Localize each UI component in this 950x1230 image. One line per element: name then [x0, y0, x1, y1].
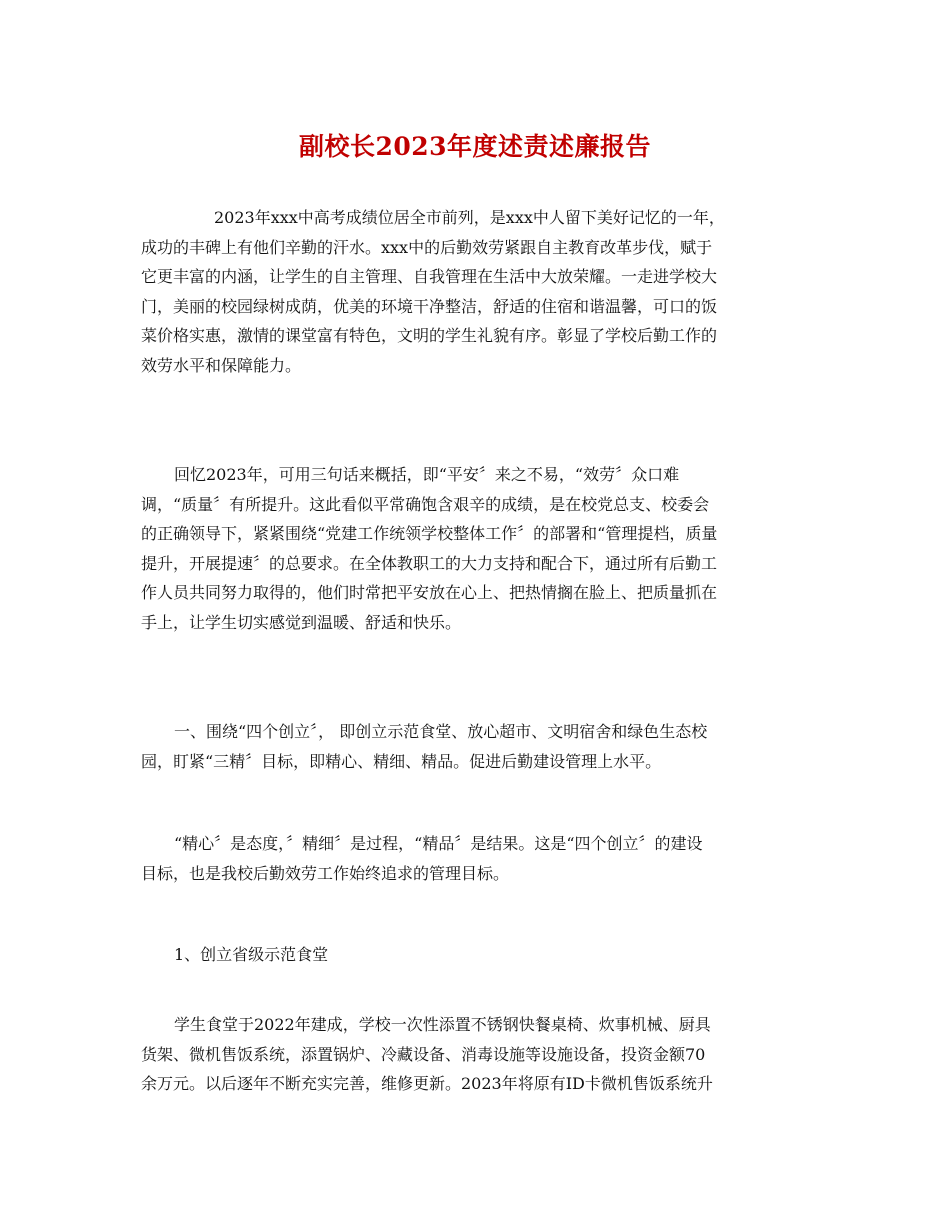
- paragraph-line: 作人员共同努力取得的，他们时常把平安放在心上、把热情搁在脸上、把质量抓在: [141, 583, 718, 602]
- paragraph-line: 货架、微机售饭系统，添置锅炉、冷藏设备、消毒设施等设施设备，投资金额70: [141, 1044, 706, 1064]
- paragraph-line: “精心〞是态度，〞精细〞是过程，“精品〞是结果。这是“四个创立〞的建设: [174, 834, 703, 853]
- paragraph-line: 它更丰富的内涵，让学生的自主管理、自我管理在生活中大放荣耀。一走进学校大: [141, 267, 718, 286]
- paragraph-3: [141, 717, 813, 776]
- paragraph-4: [141, 829, 813, 888]
- paragraph-line: 园，盯紧“三精〞目标，即精心、精细、精品。促进后勤建设管理上水平。: [141, 751, 662, 771]
- paragraph-1: [141, 203, 813, 380]
- paragraph-2: [141, 460, 813, 637]
- paragraph-line: 目标，也是我校后勤效劳工作始终追求的管理目标。: [141, 863, 510, 883]
- paragraph-line: 手上，让学生切实感觉到温暖、舒适和快乐。: [141, 612, 462, 632]
- paragraph-line: 效劳水平和保障能力。: [141, 355, 302, 375]
- paragraph-line: 一、围绕“四个创立〞， 即创立示范食堂、放心超市、文明宿舍和绿色生态校: [174, 722, 708, 741]
- paragraph-line: 回忆2023年，可用三句话来概括，即“平安〞来之不易，“效劳〞众口难: [174, 465, 680, 484]
- paragraph-line: 成功的丰碑上有他们辛勤的汗水。xxx中的后勤效劳紧跟自主教育改革步伐，赋于: [141, 237, 713, 257]
- paragraph-5: [141, 1010, 813, 1099]
- paragraph-line: 菜价格实惠，激情的课堂富有特色，文明的学生礼貌有序。彰显了学校后勤工作的: [141, 326, 718, 345]
- paragraph-line: 调，“质量〞有所提升。这此看似平常确饱含艰辛的成绩，是在校党总支、校委会: [141, 494, 710, 514]
- paragraph-line: 余万元。以后逐年不断充实完善，维修更新。2023年将原有ID卡微机售饭系统升: [141, 1074, 713, 1093]
- paragraph-line: 门，美丽的校园绿树成荫，优美的环境干净整洁，舒适的住宿和谐温馨，可口的饭: [141, 296, 718, 316]
- paragraph-line: 1、创立省级示范食堂: [174, 945, 329, 964]
- section-heading: [141, 940, 813, 970]
- paragraph-line: 的正确领导下，紧紧围绕“党建工作统领学校整体工作〞的部署和“管理提档，质量: [141, 524, 718, 543]
- paragraph-line: 提升，开展提速〞的总要求。在全体教职工的大力支持和配合下，通过所有后勤工: [141, 553, 718, 573]
- paragraph-line: 2023年xxx中高考成绩位居全市前列，是xxx中人留下美好记忆的一年，: [214, 208, 725, 227]
- document-title: 副校长2023年度述责述廉报告: [298, 132, 652, 161]
- paragraph-line: 学生食堂于2022年建成，学校一次性添置不锈钢快餐桌椅、炊事机械、厨具: [174, 1015, 711, 1034]
